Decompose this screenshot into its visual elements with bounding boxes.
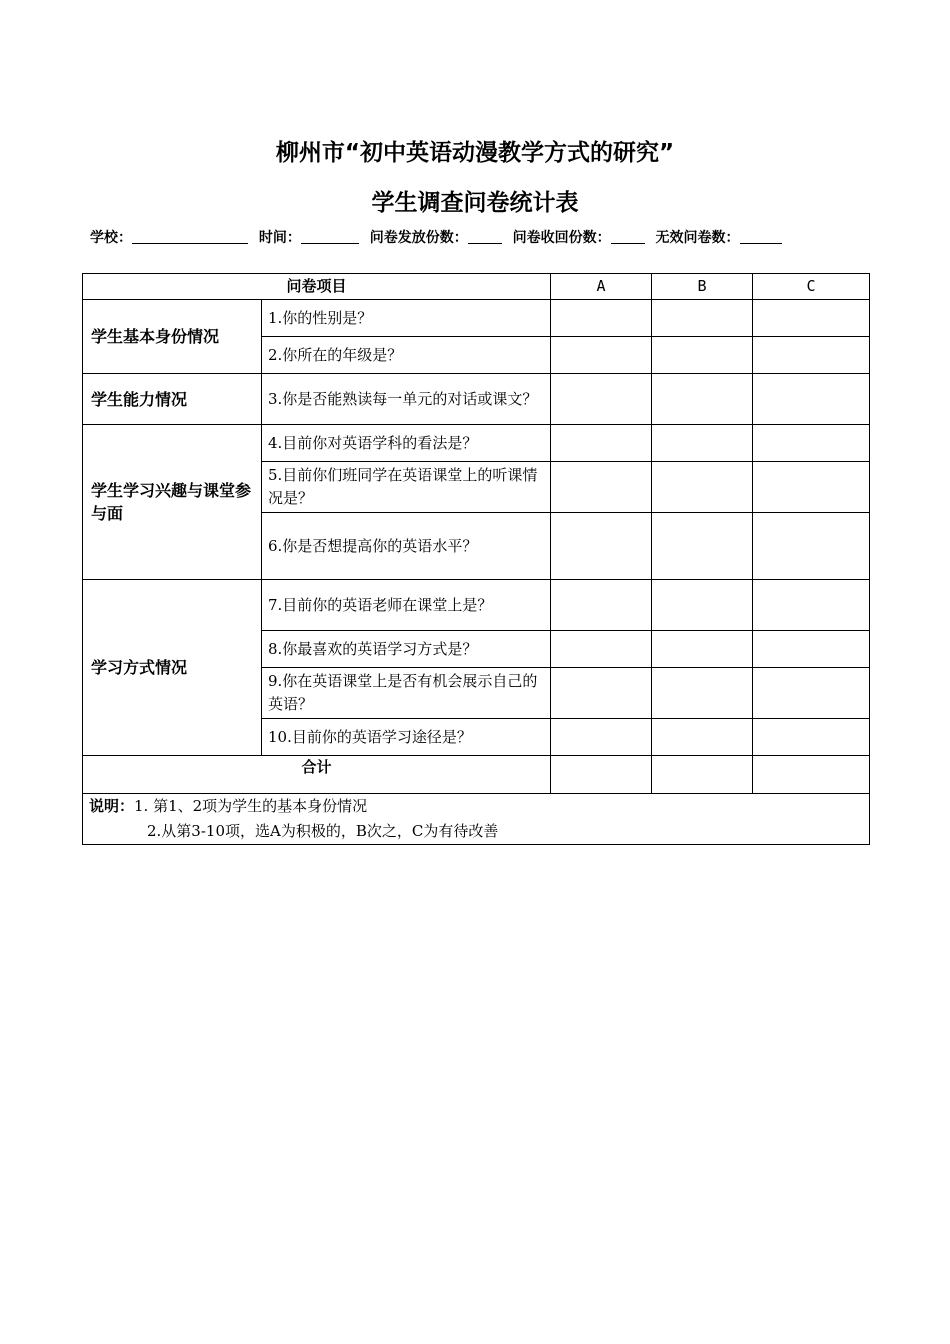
answer-c-cell — [753, 631, 870, 668]
question-cell: 10.目前你的英语学习途径是？ — [262, 719, 551, 756]
answer-b-cell — [652, 337, 753, 374]
invalid-blank — [740, 229, 782, 244]
question-cell: 1.你的性别是？ — [262, 300, 551, 337]
school-label: 学校： — [90, 230, 132, 246]
answer-a-cell — [551, 513, 652, 580]
survey-table — [82, 273, 870, 845]
question-cell: 2.你所在的年级是？ — [262, 337, 551, 374]
header-a: A — [551, 274, 652, 300]
category-cell: 学生学习兴趣与课堂参与面 — [83, 425, 262, 580]
answer-c-cell — [753, 462, 870, 513]
answer-b-cell — [652, 425, 753, 462]
answer-b-cell — [652, 300, 753, 337]
note-label: 说明： — [89, 797, 135, 815]
answer-c-cell — [753, 300, 870, 337]
answer-b-cell — [652, 374, 753, 425]
answer-a-cell — [551, 580, 652, 631]
note-cell — [83, 794, 870, 845]
question-cell: 3.你是否能熟读每一单元的对话或课文？ — [262, 374, 551, 425]
answer-b-cell — [652, 462, 753, 513]
total-c-cell — [753, 756, 870, 794]
school-blank — [132, 229, 248, 244]
answer-a-cell — [551, 374, 652, 425]
returned-blank — [611, 229, 645, 244]
header-b: B — [652, 274, 753, 300]
note-line-2: 2.从第3-10项，选A为积极的，B次之，C为有待改善 — [147, 822, 499, 840]
note-row — [83, 794, 870, 845]
question-cell: 5.目前你们班同学在英语课堂上的听课情况是？ — [262, 462, 551, 513]
invalid-label: 无效问卷数： — [655, 230, 740, 246]
issued-label: 问卷发放份数： — [369, 230, 468, 246]
answer-c-cell — [753, 513, 870, 580]
answer-b-cell — [652, 580, 753, 631]
answer-c-cell — [753, 337, 870, 374]
answer-a-cell — [551, 337, 652, 374]
answer-c-cell — [753, 425, 870, 462]
time-blank — [301, 229, 359, 244]
question-cell: 9.你在英语课堂上是否有机会展示自己的英语？ — [262, 668, 551, 719]
category-cell: 学习方式情况 — [83, 580, 262, 756]
total-label: 合计 — [83, 756, 551, 794]
answer-a-cell — [551, 631, 652, 668]
answer-b-cell — [652, 631, 753, 668]
answer-c-cell — [753, 719, 870, 756]
note-line-1: 1. 第1、2项为学生的基本身份情况 — [134, 797, 368, 815]
table-header-row — [83, 274, 870, 300]
question-cell: 7.目前你的英语老师在课堂上是？ — [262, 580, 551, 631]
total-row — [83, 756, 870, 794]
question-cell: 8.你最喜欢的英语学习方式是？ — [262, 631, 551, 668]
answer-a-cell — [551, 300, 652, 337]
table-row — [83, 425, 870, 462]
question-cell: 4.目前你对英语学科的看法是？ — [262, 425, 551, 462]
category-cell: 学生基本身份情况 — [83, 300, 262, 374]
answer-a-cell — [551, 425, 652, 462]
document-title: 柳州市“初中英语动漫教学方式的研究” — [275, 140, 675, 166]
answer-c-cell — [753, 580, 870, 631]
info-line — [90, 227, 788, 247]
answer-c-cell — [753, 374, 870, 425]
answer-a-cell — [551, 719, 652, 756]
answer-c-cell — [753, 668, 870, 719]
answer-a-cell — [551, 668, 652, 719]
total-b-cell — [652, 756, 753, 794]
answer-b-cell — [652, 719, 753, 756]
header-c: C — [753, 274, 870, 300]
total-a-cell — [551, 756, 652, 794]
table-row — [83, 300, 870, 337]
answer-a-cell — [551, 462, 652, 513]
table-row — [83, 580, 870, 631]
category-cell: 学生能力情况 — [83, 374, 262, 425]
answer-b-cell — [652, 513, 753, 580]
issued-blank — [468, 229, 502, 244]
time-label: 时间： — [258, 230, 301, 246]
returned-label: 问卷收回份数： — [512, 230, 611, 246]
answer-b-cell — [652, 668, 753, 719]
table-row — [83, 374, 870, 425]
document-subtitle: 学生调查问卷统计表 — [371, 190, 579, 216]
question-cell: 6.你是否想提高你的英语水平？ — [262, 513, 551, 580]
header-item: 问卷项目 — [83, 274, 551, 300]
